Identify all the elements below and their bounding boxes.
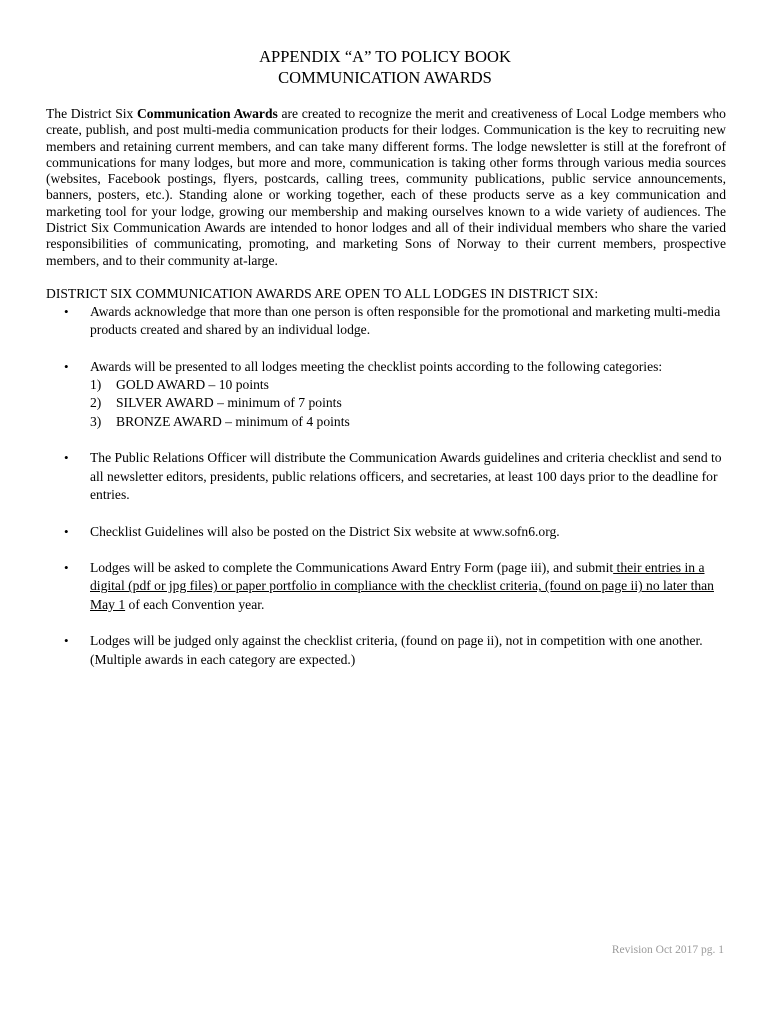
- bullet-icon: •: [64, 560, 69, 576]
- bullet-text: Awards acknowledge that more than one person is often responsible for the promotional and marketing multi-media products created and shared by an individual lodge.: [90, 304, 721, 338]
- rules-list: [46, 303, 726, 687]
- bullet-icon: •: [64, 450, 69, 466]
- bullet-text: The Public Relations Officer will distribute the Communication Awards guidelines and criteria checklist and send to all newsletter editors, presidents, public relations officers, and secretaries, at least 100 days prior to the deadline for entries.: [90, 450, 722, 502]
- title-line-2: COMMUNICATION AWARDS: [278, 68, 492, 87]
- category-silver: [90, 394, 726, 412]
- bullet-icon: •: [64, 523, 69, 539]
- bullet-text-part-2: their entries in a digital (pdf or jpg files) or paper portfolio in compliance with the checklist criteria, (found on page ii) no later than May 1: [90, 560, 714, 612]
- list-item: [46, 523, 726, 541]
- category-number: 1): [90, 377, 102, 393]
- intro-body: are created to recognize the merit and creativeness of Local Lodge members who create, publish, and post multi-media communication products for their lodges. Communication is the key to recruiting new members and retaining current members, and can take many different forms. The lodge newsletter is still at the forefront of communications for many lodges, but more and more, communication is taking other forms through various media sources (websites, Facebook postings, flyers, postcards, calling trees, community publications, public service announcements, banners, posters, etc.). Standing alone or working together, each of these products serve as a key communication and marketing tool for your lodge, growing our membership and making ourselves known to a wide variety of audiences. The District Six Communication Awards are intended to honor lodges and all of their individual members who share the varied responsibilities of communicating, promoting, and marketing Sons of Norway to their current members, prospective members, and to their community at-large.: [46, 106, 726, 268]
- category-bronze: [90, 413, 726, 431]
- category-number: 2): [90, 395, 102, 411]
- list-item: [46, 632, 726, 669]
- intro-bold-term: Communication Awards: [136, 106, 278, 121]
- award-categories: [90, 376, 726, 431]
- list-item: [46, 358, 726, 431]
- title-line-1: APPENDIX “A” TO POLICY BOOK: [259, 47, 511, 66]
- bullet-text: Checklist Guidelines will also be posted on the District Six website at www.sofn6.org.: [90, 523, 560, 539]
- list-item: [46, 449, 726, 504]
- bullet-icon: •: [64, 633, 69, 649]
- list-item: [46, 303, 726, 340]
- bullet-text-part-3: of each Convention year.: [125, 596, 265, 612]
- category-label: BRONZE AWARD – minimum of 4 points: [116, 413, 350, 429]
- eligibility-heading: DISTRICT SIX COMMUNICATION AWARDS ARE OPEN TO ALL LODGES IN DISTRICT SIX:: [46, 286, 599, 301]
- document-title: [0, 46, 770, 88]
- intro-prefix: The District Six: [46, 106, 137, 121]
- bullet-icon: •: [64, 358, 69, 374]
- category-label: GOLD AWARD – 10 points: [116, 377, 269, 393]
- list-item: [46, 559, 726, 614]
- category-gold: [90, 376, 726, 394]
- bullet-text-part-1: Lodges will be asked to complete the Communications Award Entry Form (page iii), and submit: [90, 560, 614, 576]
- bullet-text: Awards will be presented to all lodges meeting the checklist points according to the following categories:: [90, 358, 663, 374]
- intro-paragraph: [46, 106, 726, 269]
- bullet-icon: •: [64, 304, 69, 319]
- category-number: 3): [90, 413, 102, 429]
- page-footer: Revision Oct 2017 pg. 1: [611, 944, 724, 956]
- category-label: SILVER AWARD – minimum of 7 points: [116, 395, 342, 411]
- bullet-text: Lodges will be judged only against the checklist criteria, (found on page ii), not in competition with one another. (Multiple awards in each category are expected.): [90, 633, 703, 667]
